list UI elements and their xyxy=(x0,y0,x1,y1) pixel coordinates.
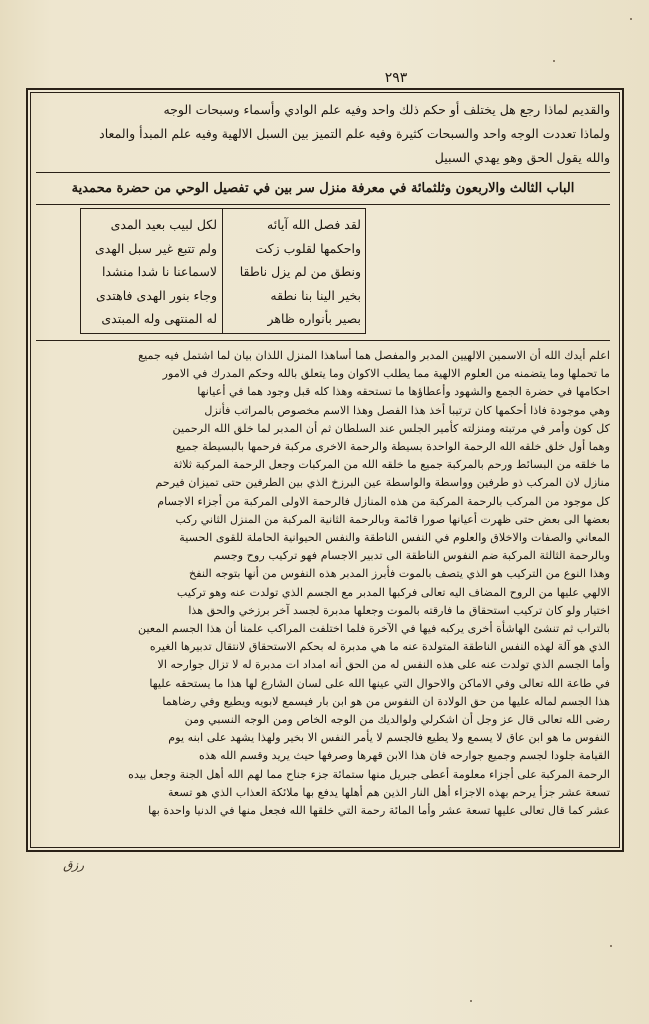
intro-line: والله يقول الحق وهو يهدي السبيل xyxy=(434,150,610,165)
body-line: احكامها في حضرة الجمع والشهود وأعطاؤها ما تستحقه وهذا كله قبل وجود هما في أعيانها xyxy=(197,385,610,399)
body-line: ما خلقه من البسائط ورحم بالمركبة جميع ما خلقه الله من المركبات وجعل الرحمة المركبة ثلاثة xyxy=(173,458,610,472)
paper-speck xyxy=(630,18,632,20)
body-line: القيامة جلودا لجسم وجميع جوارحه فان هذا الابن قهرها وصرفها حيث يريد وقسم الله هذه xyxy=(198,749,610,763)
body-line: الرحمة المركبة على أجزاء معلومة أعطى جبريل منها ستمائة جزء جناح مما لهم الله أهل الجنة وجعل بيده xyxy=(128,767,610,781)
poem-verse: لقد فصل الله آيائه xyxy=(267,217,361,232)
poem-verse: وجاء بنور الهدى فاهتدى xyxy=(96,287,217,303)
body-line: وهي موجودة فاذا أحكمها كان ترتيبا أخذ هذا الفصل وهذا الاسم مخصوص بالمراتب فأنزل xyxy=(204,403,610,417)
poem-verse: ولم تتبع غير سبل الهدى xyxy=(94,240,217,256)
poem-verse: لكل لبيب بعيد المدى xyxy=(110,217,217,232)
poem-verse: لاسماعنا نا شدا منشدا xyxy=(101,264,217,279)
body-line: المعاني والصفات والاخلاق والعلوم في النفس الناطقة والنفس الحيوانية الحاملة للقوى الحسية xyxy=(179,531,610,545)
chapter-title: الباب الثالث والاربعون وثلثمائة في معرفة منزل سر بين في تفصيل الوحي من حضرة محمدية xyxy=(36,176,610,205)
body-line: هذا الجسم لماله عليها من حق الولادة ان النفوس من هو ابن بار فيسمع لابويه ويطيع وفي رضاهما xyxy=(162,694,610,708)
intro-paragraph xyxy=(36,98,610,173)
body-line: النفوس ما هو ابن عاق لا يسمع ولا يطيع فالجسم لا يأمر النفس الا بخير ولهذا يشهد على ابنه يوم xyxy=(168,731,610,745)
body-line: وأما الجسم الذي تولدت عنه على هذه النفس له من الحق أنه امداد ات مدبرة له لا تزال جوارحه الا xyxy=(157,658,610,672)
catchword: رزق xyxy=(63,858,84,872)
poem-verse: بخير الينا بنا نطقه xyxy=(270,287,361,303)
poem-left-column xyxy=(85,213,217,331)
poem-verse: بصير بأنواره ظاهر xyxy=(267,311,361,326)
body-line: ما تحملها وما يتضمنه من العلوم الالهية مما يطلب الاكوان وما يتعلق بالله وحكم المدرك في الامور xyxy=(162,367,610,381)
intro-line: والقديم لماذا رجع هل يختلف أو حكم ذلك واحد وفيه علم الوادي وأسماء وسبحات الوجه xyxy=(163,102,610,117)
body-line: في طاعة الله تعالى وفي الاماكن والاحوال التي عينها الله على لسان الشارع لها هذا ما يستحقه عليها xyxy=(149,676,610,690)
body-line: اختيار ولو كان تركيب استحقاق ما فارقته بالموت وجعلها مدبرة لجسد آخر برزخي والحق هذا xyxy=(188,603,610,617)
body-line: كل كون وأمر في مرتبته ومنزلته كأمير الجلس عند السلطان ثم أن المدبر لما خلق الله الرحمين xyxy=(172,421,610,435)
body-line: رضى الله تعالى قال عز وجل أن اشكرلي ولوالديك من الوجه الخاص ومن الوجه النسبي ومن xyxy=(184,713,610,727)
poem-verse: له المنتهى وله المبتدى xyxy=(101,311,217,326)
main-body-text xyxy=(36,340,610,840)
paper-speck xyxy=(610,945,612,947)
poem-verse: ونطق من لم يزل ناطقا xyxy=(239,264,361,279)
page-number: ٢٩٣ xyxy=(384,70,408,86)
body-line: منازل لان المركب ذو طرفين وواسطة والواسطة عين البرزخ الذي بين الطرفين حتى تميزان فيرحم xyxy=(155,476,610,490)
body-line: عشر كما قال تعالى عليها تسعة عشر وأما المائة رحمة التي خلقها الله فجعل منها في الدنيا واحدة بها xyxy=(148,804,610,818)
body-line: بالتراب ثم تنشئ الهاشأة أخرى يركبه فيها في الآخرة فلما اختلفت المراكب علمنا أن هذا الجسم المعين xyxy=(138,622,610,636)
body-line: اعلم أيدك الله أن الاسمين الالهيين المدبر والمفصل هما أساهذا المنزل اللذان بيان لما اشتمل فيه جميع xyxy=(138,349,610,362)
body-line: كل موجود من المركب بالرحمة المركبة من هذه المنازل فالرحمة الاولى المركبة من أجزاء الاجسام xyxy=(157,494,610,508)
paper-speck xyxy=(470,1000,472,1002)
body-line: وهذا النوع من التركيب هو الذي يتصف بالموت فأبرز المدبر هذه النفوس من أنها بتوجه النفخ xyxy=(188,567,610,581)
poem-box xyxy=(80,208,366,334)
body-line: وهما أول خلق خلقه الله الرحمة الواحدة بسيطة والرحمة الاخرى مركبة فرحمها بالبسيطة جميع xyxy=(176,440,610,454)
body-line: الذي هو آلة لهذه النفس الناطقة المتولدة عنه ما هي مدبرة له بحكم الاستحقاق لانتقال تدبيرها الغيره xyxy=(149,640,610,654)
body-line: وبالرحمة الثالثة المركبة ضم النفوس الناطقة الى تدبير الاجسام فهو تركيب روح وجسم xyxy=(213,549,610,563)
poem-verse: واحكمها لقلوب زكت xyxy=(255,240,361,256)
intro-line: ولماذا تعددت الوجه واحد والسبحات كثيرة وفيه علم التميز بين السبل الالهية وفيه علم المبدأ والمعاد xyxy=(99,126,610,141)
body-line: الالهي عليها من الروح المضاف اليه تعالى فركبها المدبر مع الجسم الذي تولدت عنه وهو تركيب xyxy=(176,585,610,599)
poem-right-column xyxy=(229,213,361,331)
poem-column-divider xyxy=(222,209,223,333)
body-line: بعضها الى بعض حتى ظهرت أعيانها صورا قائمة وبالرحمة الثانية المركبة من المنزل الثاني ركب xyxy=(175,512,610,526)
body-line: تسعة عشر جزأ يرحم بهذه الاجزاء أهل النار الذين هم أهلها يدفع بها ملائكة العذاب الذي هو تسعة xyxy=(167,785,610,799)
paper-speck xyxy=(553,60,555,62)
